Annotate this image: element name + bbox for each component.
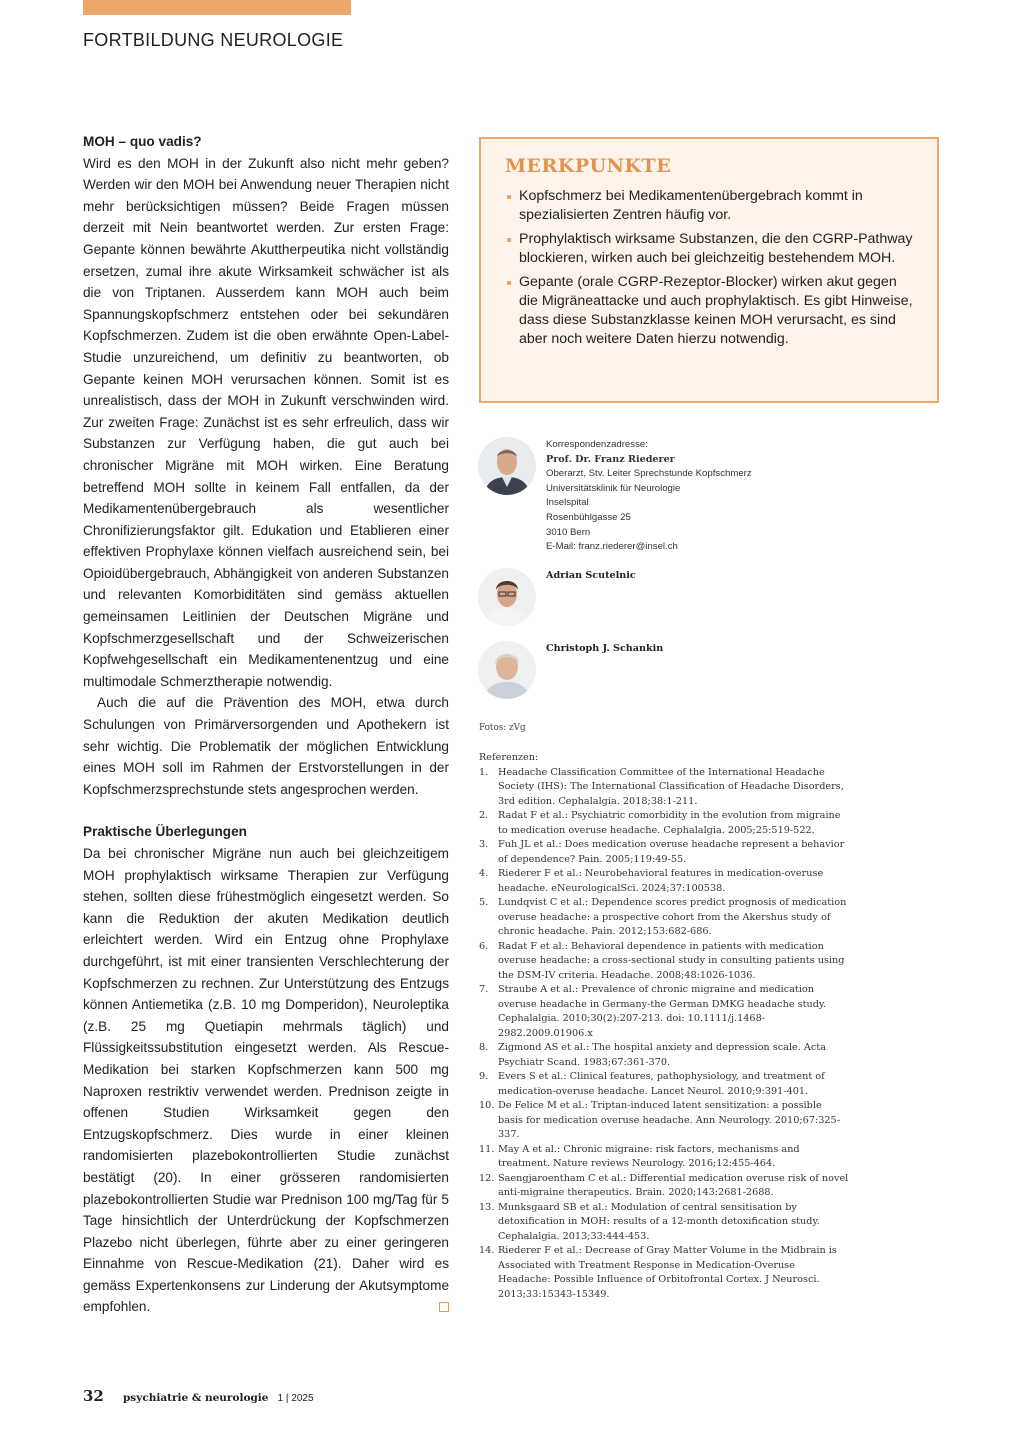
reference-number: 2. (479, 810, 489, 821)
author-name-scutelnic: Adrian Scutelnic (546, 570, 636, 581)
references-section (479, 751, 849, 1302)
reference-text: Radat F et al.: Psychiatric comorbidity in the evolution from migraine to medication overuse headache. Cephalalgia. 2005;25:519-522. (498, 810, 841, 836)
reference-number: 12. (479, 1172, 495, 1184)
reference-number: 1. (479, 766, 489, 778)
author-photo-scutelnic (478, 568, 536, 626)
reference-number: 11. (479, 1143, 495, 1155)
author-photo-schankin (478, 641, 536, 699)
subheading-moh-quo-vadis: MOH – quo vadis? (83, 134, 202, 149)
page-footer (83, 1386, 314, 1405)
reference-text: Evers S et al.: Clinical features, pathophysiology, and treatment of medication-overuse headache. Lancet Neurol. 2010;9:391-401. (498, 1071, 825, 1097)
reference-text: Saengjaroentham C et al.: Differential medication overuse risk of novel anti-migraine therapeutics. Brain. 2020;143:2681-2688. (498, 1172, 849, 1198)
paragraph-3-text: Da bei chronischer Migräne nun auch bei gleichzeitigem MOH prophylaktisch wirksame Therapien zur Verfügung stehen, sollten diese frühestmöglich eingesetzt werden. So kann die Reduktion der akuten Medikation deutlich erleichtert werden. Wird ein Entzug ohne Prophylaxe durchgeführt, ist mit einer transienten Verschlechterung der Kopfschmerzen zu rechnen. Zur Unterstützung des Entzugs können Antiemetika (z.B. 10 mg Domperidon), Neuroleptika (z.B. 25 mg Quetiapin mehrmals täglich) und Flüssigkeitssubstitution eingesetzt werden. Als Rescue-Medikation bei starken Kopfschmerzen kann 500 mg Naproxen restriktiv verwendet werden. Prednison zeigte in offenen Studien Wirksamkeit gegen den Entzugskopfschmerz. Dies wurde in einer kleinen randomisierten plazebokontrollierten Studie zunächst bestätigt (20). In einer grösseren randomisierten plazebokontrollierten Studie war Prednison 100 mg/Tag für 5 Tage hinsichtlich der Unterdrückung der Kopfschmerzen Plazebo nicht überlegen, führte aber zu einer geringeren Einnahme von Rescue-Medikation (21). Daher wird es gemäss Expertenkonsens zur Linderung der Akutsymptome empfohlen. (83, 846, 449, 1315)
reference-number: 4. (479, 868, 489, 879)
reference-item (479, 1201, 849, 1245)
subheading-praktische-ueberlegungen: Praktische Überlegungen (83, 824, 247, 840)
correspondence-line: Inselspital (546, 497, 589, 509)
reference-item (479, 1070, 849, 1099)
reference-item (479, 1143, 849, 1172)
reference-item (479, 896, 849, 940)
correspondence-line: 3010 Bern (546, 526, 591, 538)
correspondence-block (546, 438, 752, 555)
reference-item (479, 940, 849, 984)
reference-text: Lundqvist C et al.: Dependence scores predict prognosis of medication overuse headache: a prospective cohort from the Akershus study of chronic headache. Pain. 2012;153:682-686. (498, 897, 847, 937)
reference-number: 8. (479, 1042, 489, 1053)
reference-number: 14. (479, 1245, 495, 1256)
end-of-article-icon (439, 1302, 449, 1312)
correspondence-line: Universitätsklinik für Neurologie (546, 482, 681, 494)
merkpunkte-box (479, 137, 939, 403)
reference-item (479, 1099, 849, 1143)
reference-item (479, 809, 849, 838)
reference-number: 9. (479, 1071, 489, 1082)
merkpunkte-title: MERKPUNKTE (505, 155, 672, 177)
top-accent-bar (83, 0, 351, 15)
photo-credit: Fotos: zVg (479, 723, 526, 733)
reference-text: De Felice M et al.: Triptan-induced latent sensitization: a possible basis for medication overuse headache. Ann Neurology. 2010;67:325-337. (498, 1100, 840, 1140)
correspondence-label: Korrespondenzadresse: (546, 439, 648, 450)
correspondence-name: Prof. Dr. Franz Riederer (546, 453, 675, 465)
merkpunkt-item: Prophylaktisch wirksame Substanzen, die den CGRP-Pathway blockieren, wirken auch bei gleichzeitig bestehendem MOH. (505, 230, 913, 268)
paragraph-2: Auch die auf die Prävention des MOH, etwa durch Schulungen von Primärversorgenden und Apothekern ist sehr wichtig. Die Problematik der möglichen Entwicklung eines MOH soll im Rahmen der Erstvorstellungen in der Kopfschmerzsprechstunde stets angesprochen werden. (83, 695, 449, 797)
section-heading: FORTBILDUNG NEUROLOGIE (83, 30, 344, 50)
journal-name: psychiatrie & neurologie (122, 1392, 269, 1404)
page-number: 32 (83, 1387, 104, 1405)
reference-text: Radat F et al.: Behavioral dependence in patients with medication overuse headache: a cross-sectional study in consulting patients using the DSM-IV criteria. Headache. 2008;48:1026-1036. (498, 940, 845, 981)
merkpunkte-list (505, 187, 913, 349)
main-text-column (83, 131, 449, 1318)
reference-item (479, 983, 849, 1041)
reference-number: 7. (479, 984, 489, 995)
references-title: Referenzen: (479, 752, 539, 763)
reference-number: 5. (479, 897, 489, 908)
reference-text: Straube A et al.: Prevalence of chronic migraine and medication overuse headache in Germany-the German DMKG headache study. Cephalalgia. 2010;30(2):207-213. doi: 10.1111/j.1468-2982.2009.01906.x (498, 984, 827, 1039)
reference-item (479, 1244, 849, 1302)
author-photo-riederer (478, 437, 536, 495)
reference-number: 13. (479, 1201, 495, 1213)
reference-number: 6. (479, 940, 489, 952)
reference-text: Munksgaard SB et al.: Modulation of central sensitisation by detoxification in MOH: results of a 12-month detoxification study. Cephalalgia. 2013;33:444-453. (498, 1201, 820, 1242)
reference-item (479, 867, 849, 896)
merkpunkt-item: Gepante (orale CGRP-Rezeptor-Blocker) wirken akut gegen die Migräneattacke und auch prophylaktisch. Es gibt Hinweise, dass diese Substanzklasse keinen MOH verursacht, es sind aber noch weitere Daten hierzu notwendig. (505, 273, 913, 349)
paragraph-3 (83, 843, 449, 1318)
reference-text: Riederer F et al.: Neurobehavioral features in medication-overuse headache. eNeurologicalSci. 2024;37:100538. (498, 868, 824, 894)
person-portrait-icon (478, 568, 536, 626)
correspondence-line: Rosenbühlgasse 25 (546, 511, 631, 523)
correspondence-email: E-Mail: franz.riederer@insel.ch (546, 541, 678, 553)
reference-item (479, 838, 849, 867)
correspondence-line: Oberarzt, Stv. Leiter Sprechstunde Kopfschmerz (546, 468, 752, 480)
author-name-schankin: Christoph J. Schankin (546, 643, 664, 654)
reference-number: 3. (479, 839, 489, 850)
reference-text: May A et al.: Chronic migraine: risk factors, mechanisms and treatment. Nature reviews Neurology. 2016;12:455-464. (498, 1143, 800, 1169)
issue-number: 1 | 2025 (277, 1393, 314, 1404)
reference-text: Zigmond AS et al.: The hospital anxiety and depression scale. Acta Psychiatr Scand. 1983;67:361-370. (498, 1042, 826, 1068)
reference-item (479, 1041, 849, 1070)
reference-item (479, 1172, 849, 1201)
person-portrait-icon (478, 641, 536, 699)
reference-text: Riederer F et al.: Decrease of Gray Matter Volume in the Midbrain is Associated with Treatment Response in Medication-Overuse Headache: Possible Influence of Orbitofrontal Cortex. J Neurosci. 2013;33:15343-15349. (498, 1245, 837, 1300)
person-portrait-icon (478, 437, 536, 495)
reference-text: Fuh JL et al.: Does medication overuse headache represent a behavior of dependence? Pain. 2005;119:49-55. (498, 839, 845, 865)
paragraph-1: Wird es den MOH in der Zukunft also nicht mehr geben? Werden wir den MOH bei Anwendung neuer Therapien nicht mehr berücksichtigen müssen? Beide Fragen müssen derzeit mit Nein beantwortet werden. Zur ersten Frage: Gepante können bewährte Akuttherpeutika nicht vollständig ersetzen, zumal ihre akute Wirksamkeit schwächer ist als die von Triptanen. Ausserdem kann MOH auch beim Spannungskopfschmerz entstehen oder bei sekundären Kopfschmerzen. Zudem ist die oben erwähnte Open-Label-Studie unzureichend, um definitiv zu beantworten, ob Gepante keinen MOH verursachen können. Somit ist es unrealistisch, dass der MOH in Zukunft verschwinden wird. Zur zweiten Frage: Zunächst ist es sehr erfreulich, dass wir Substanzen zur Verfügung haben, die gut auch bei chronischer Migräne mit MOH wirken. Eine Beratung betreffend MOH sollte in keinem Fall entfallen, da der Medikamentenübergebrauch als wesentlicher Chronifizierungsfaktor gilt. Edukation und Etablieren einer effektiven Prophylaxe können vielfach ausreichend sein, bei Opioidübergebrauch, Abhängigkeit von anderen Substanzen und relevanten Komorbiditäten sind gemäss aktuellen gemeinsamen Leitlinien der Deutschen Migräne und Kopfschmerzgesellschaft und der Schweizerischen Kopfwehgesellschaft ein Medikamentenentzug und eine multimodale Schmerztherapie notwendig. (83, 155, 449, 689)
references-list (479, 766, 849, 1303)
reference-item (479, 766, 849, 810)
merkpunkt-item: Kopfschmerz bei Medikamentenübergebrach kommt in spezialisierten Zentren häufig vor. (505, 187, 913, 225)
reference-number: 10. (479, 1100, 495, 1111)
reference-text: Headache Classification Committee of the International Headache Society (IHS): The International Classification of Headache Disorders, 3rd edition. Cephalalgia. 2018;38:1-211. (498, 766, 844, 807)
